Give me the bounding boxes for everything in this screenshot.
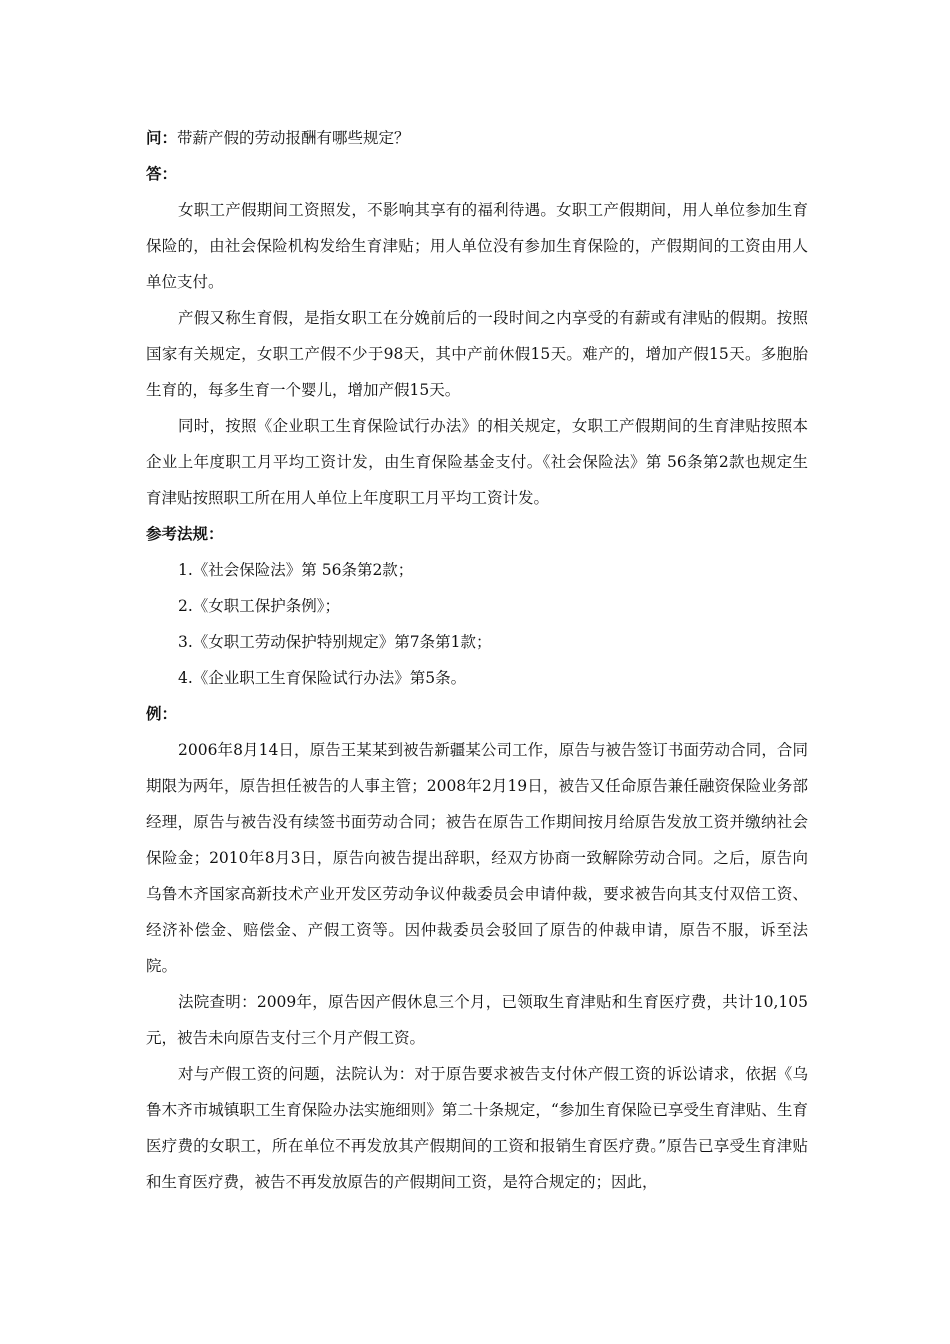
document-body (146, 120, 808, 1200)
answer-paragraph-2: 产假又称生育假，是指女职工在分娩前后的一段时间之内享受的有薪或有津贴的假期。按照国家有关规定，女职工产假不少于98天，其中产前休假15天。难产的，增加产假15天。多胞胎生育的，每多生育一个婴儿，增加产假15天。 (146, 309, 808, 399)
answer-label: 答： (146, 164, 178, 183)
answer-paragraph-3: 同时，按照《企业职工生育保险试行办法》的相关规定，女职工产假期间的生育津贴按照本企业上年度职工月平均工资计发，由生育保险基金支付。《社会保险法》第 56条第2款也规定生育津贴按照职工所在用人单位上年度职工月平均工资计发。 (146, 417, 808, 507)
references-label: 参考法规： (146, 524, 224, 543)
question-label: 问： (146, 128, 178, 147)
reference-item-2: 2.《女职工保护条例》； (178, 597, 341, 615)
reference-item-4: 4.《企业职工生育保险试行办法》第5条。 (178, 669, 467, 687)
question-line (146, 120, 808, 156)
question-text: 带薪产假的劳动报酬有哪些规定？ (177, 129, 410, 147)
example-label: 例： (146, 704, 178, 723)
example-paragraph-1: 2006年8月14日，原告王某某到被告新疆某公司工作，原告与被告签订书面劳动合同，合同期限为两年，原告担任被告的人事主管；2008年2月19日，被告又任命原告兼任融资保险业务部经理，原告与被告没有续签书面劳动合同；被告在原告工作期间按月给原告发放工资并缴纳社会保险金；2010年8月3日，原告向被告提出辞职，经双方协商一致解除劳动合同。之后，原告向乌鲁木齐国家高新技术产业开发区劳动争议仲裁委员会申请仲裁，要求被告向其支付双倍工资、经济补偿金、赔偿金、产假工资等。因仲裁委员会驳回了原告的仲裁申请，原告不服，诉至法院。 (146, 741, 808, 975)
example-paragraph-2: 法院查明：2009年，原告因产假休息三个月，已领取生育津贴和生育医疗费，共计10,105元，被告未向原告支付三个月产假工资。 (146, 993, 808, 1047)
answer-paragraph-1: 女职工产假期间工资照发，不影响其享有的福利待遇。女职工产假期间，用人单位参加生育保险的，由社会保险机构发给生育津贴；用人单位没有参加生育保险的，产假期间的工资由用人单位支付。 (146, 201, 808, 291)
example-paragraph-3: 对与产假工资的问题，法院认为：对于原告要求被告支付休产假工资的诉讼请求，依据《乌鲁木齐市城镇职工生育保险办法实施细则》第二十条规定，“参加生育保险已享受生育津贴、生育医疗费的女职工，所在单位不再发放其产假期间的工资和报销生育医疗费。”原告已享受生育津贴和生育医疗费，被告不再发放原告的产假期间工资，是符合规定的；因此， (146, 1065, 808, 1191)
reference-item-3: 3.《女职工劳动保护特别规定》第7条第1款； (178, 633, 492, 651)
reference-item-1: 1.《社会保险法》第 56条第2款； (178, 561, 414, 579)
